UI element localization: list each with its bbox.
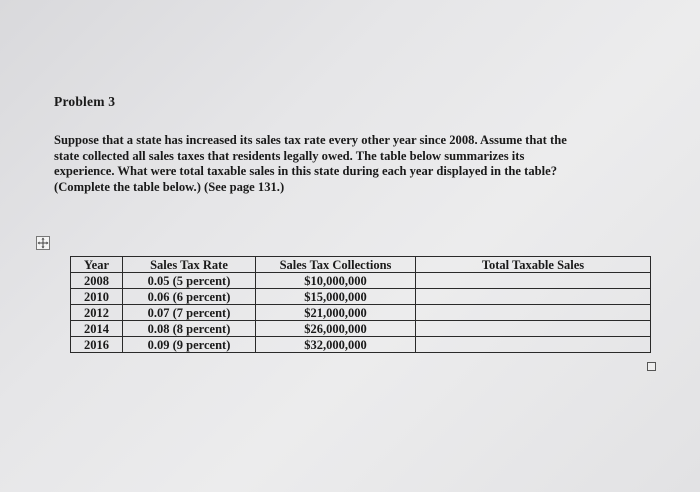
cell-total-taxable-sales[interactable] [416, 337, 651, 353]
sales-tax-table-container [70, 256, 650, 353]
header-sales-tax-collections: Sales Tax Collections [256, 257, 416, 273]
problem-text-line: Suppose that a state has increased its sales tax rate every other year since 2008. Assume that the [54, 133, 567, 147]
problem-text-line: (Complete the table below.) (See page 131.) [54, 179, 285, 194]
cell-year: 2014 [71, 321, 123, 337]
table-move-icon[interactable] [36, 236, 50, 250]
header-sales-tax-rate: Sales Tax Rate [123, 257, 256, 273]
cell-year: 2016 [71, 337, 123, 353]
cell-total-taxable-sales[interactable] [416, 273, 651, 289]
table-header-row [71, 257, 651, 273]
cell-rate: 0.07 (7 percent) [123, 305, 256, 321]
cell-collections: $10,000,000 [256, 273, 416, 289]
cell-collections: $15,000,000 [256, 289, 416, 305]
cell-year: 2012 [71, 305, 123, 321]
table-resize-icon[interactable] [647, 362, 656, 371]
table-row [71, 321, 651, 337]
cell-rate: 0.05 (5 percent) [123, 273, 256, 289]
move-icon [37, 237, 49, 249]
table-row [71, 273, 651, 289]
cell-collections: $26,000,000 [256, 321, 416, 337]
cell-rate: 0.09 (9 percent) [123, 337, 256, 353]
cell-rate: 0.06 (6 percent) [123, 289, 256, 305]
sales-tax-table [70, 256, 651, 353]
problem-text [54, 133, 654, 195]
cell-total-taxable-sales[interactable] [416, 321, 651, 337]
problem-text-line: experience. What were total taxable sales in this state during each year displayed in the table? [54, 164, 558, 178]
problem-text-line: state collected all sales taxes that residents legally owed. The table below summarizes its [54, 148, 525, 163]
cell-rate: 0.08 (8 percent) [123, 321, 256, 337]
cell-total-taxable-sales[interactable] [416, 305, 651, 321]
cell-year: 2010 [71, 289, 123, 305]
table-row [71, 289, 651, 305]
cell-collections: $32,000,000 [256, 337, 416, 353]
header-year: Year [71, 257, 123, 273]
cell-collections: $21,000,000 [256, 305, 416, 321]
table-row [71, 337, 651, 353]
problem-title: Problem 3 [54, 94, 116, 109]
header-total-taxable-sales: Total Taxable Sales [416, 257, 651, 273]
cell-year: 2008 [71, 273, 123, 289]
cell-total-taxable-sales[interactable] [416, 289, 651, 305]
table-row [71, 305, 651, 321]
